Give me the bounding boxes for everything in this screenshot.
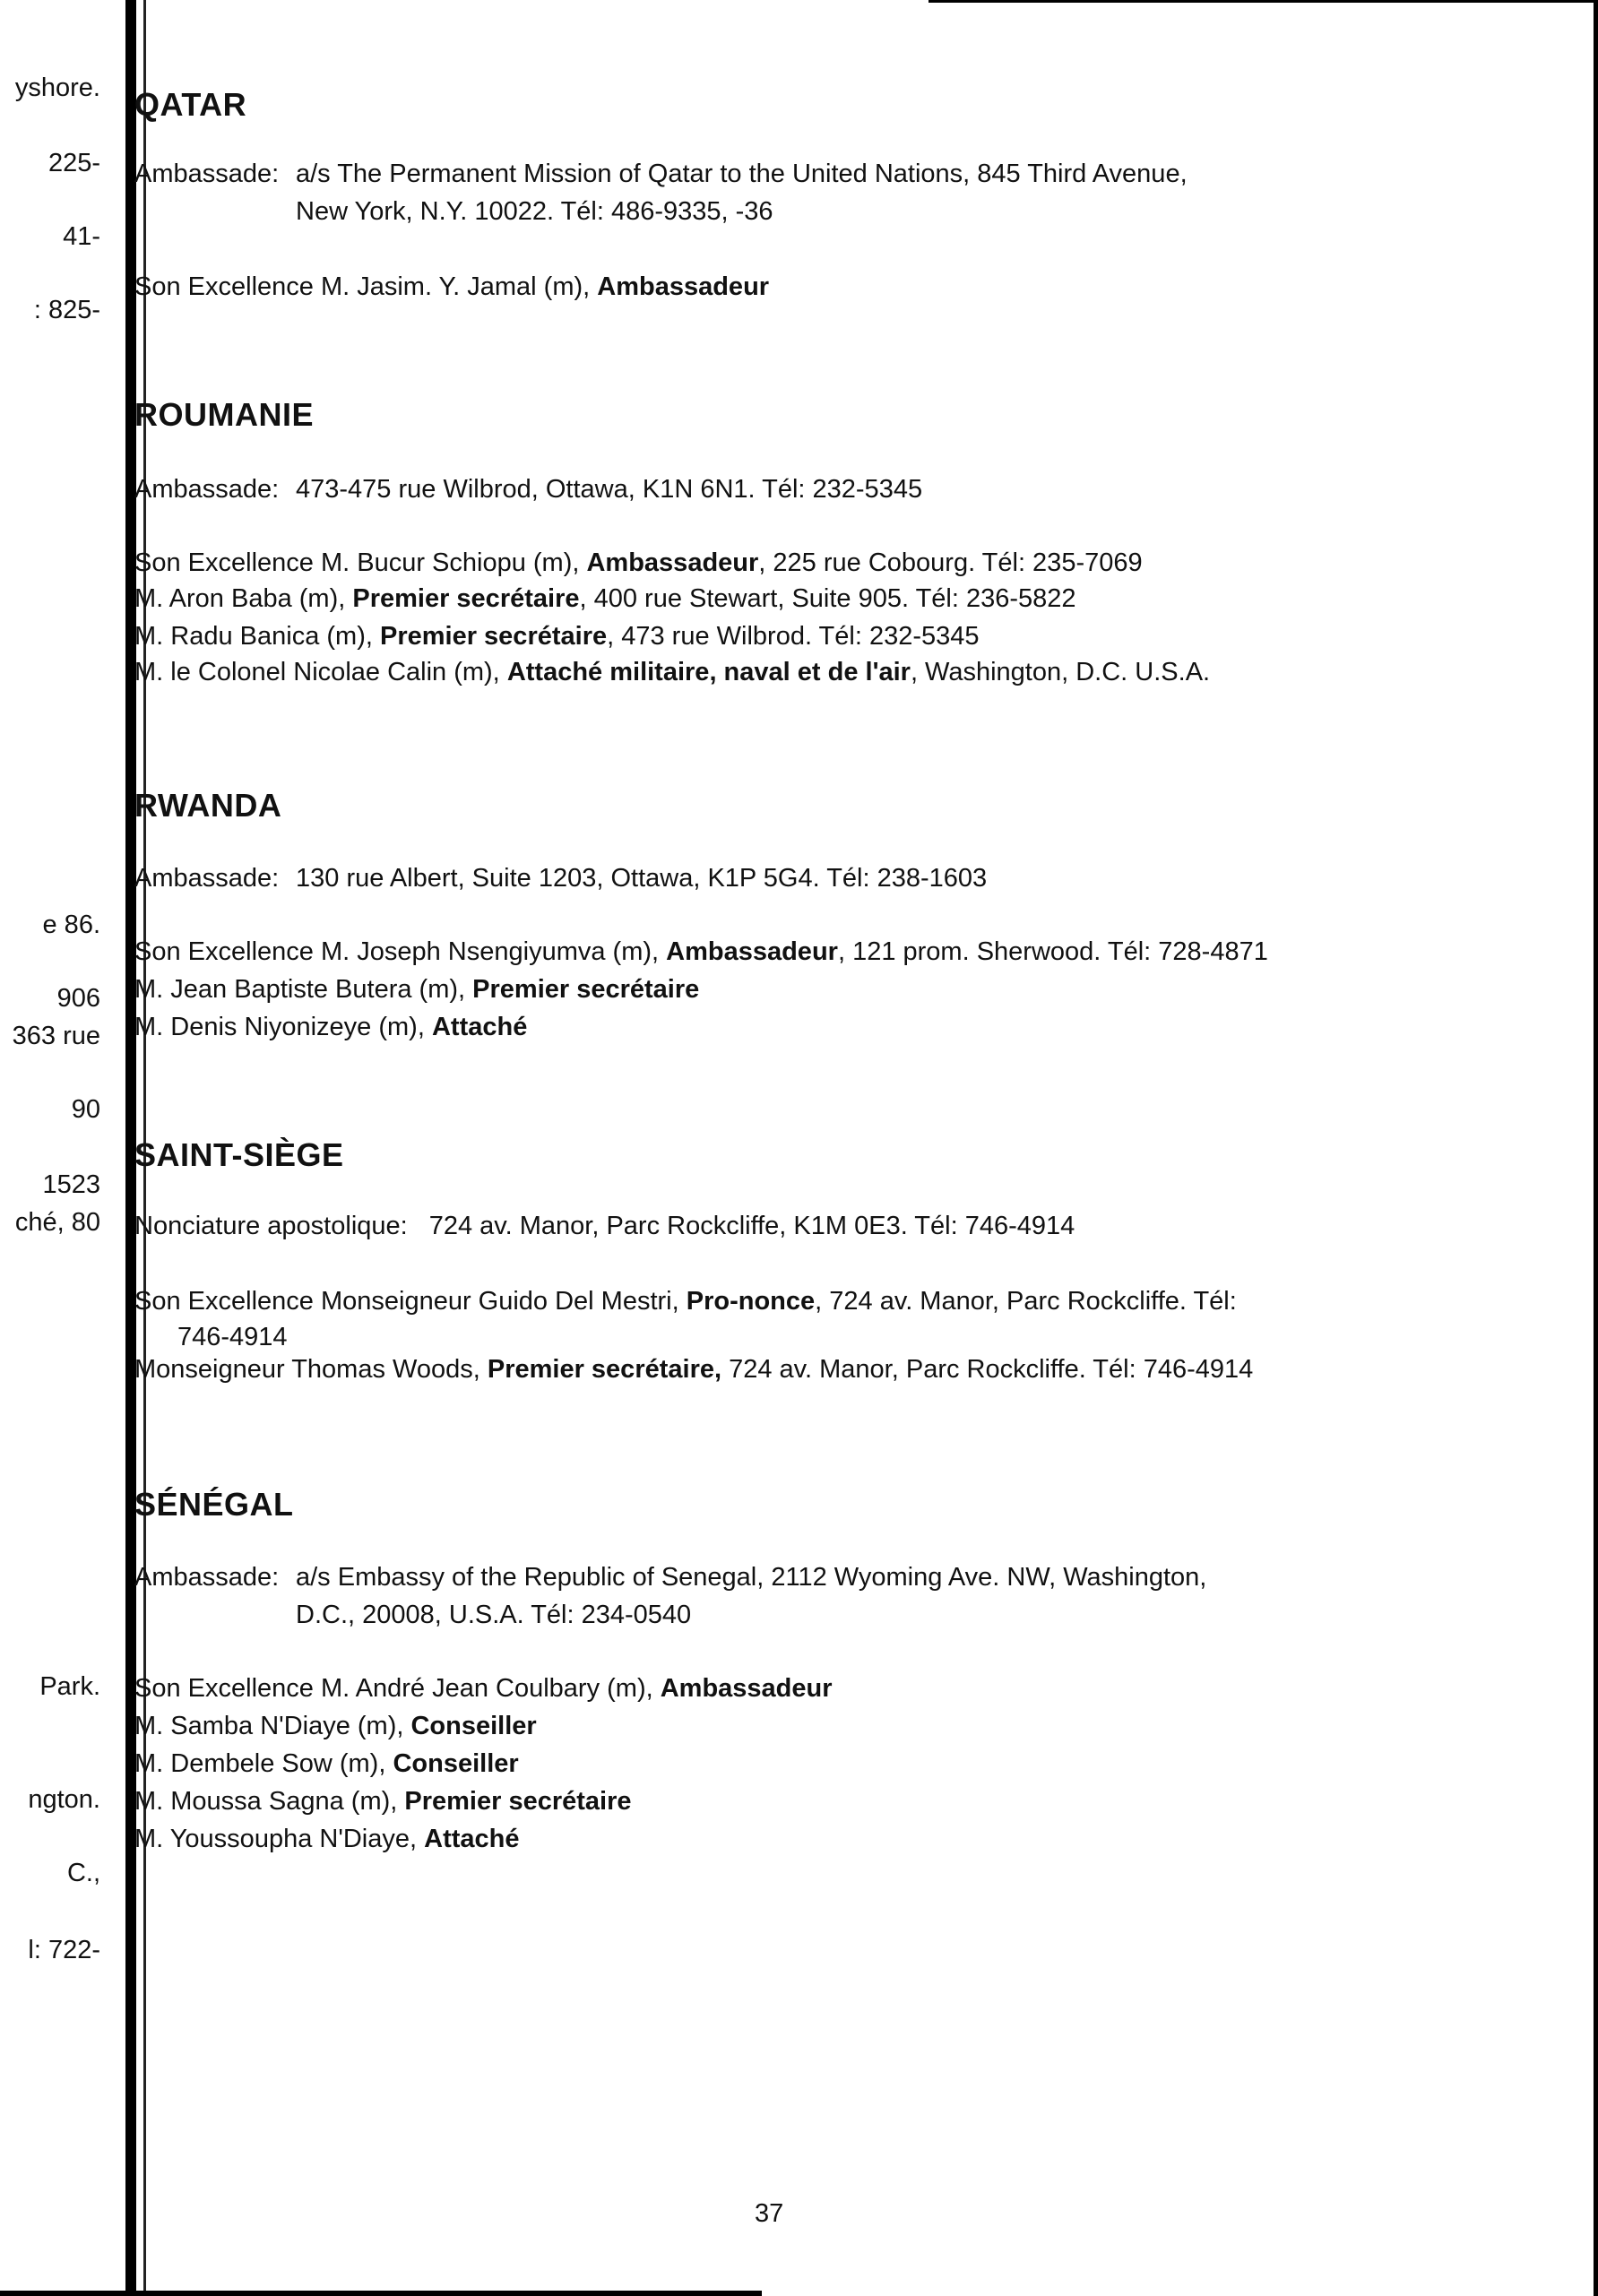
address-label: Nonciature apostolique: bbox=[134, 1212, 408, 1240]
staff-entry bbox=[134, 1287, 1237, 1316]
bottom-scan-edge bbox=[0, 2291, 762, 2296]
fragment-text: Park. bbox=[39, 1672, 100, 1701]
staff-title: Attaché bbox=[424, 1825, 520, 1853]
staff-entry bbox=[134, 658, 1210, 687]
staff-title: Premier secrétaire, bbox=[487, 1355, 722, 1384]
staff-title: Ambassadeur bbox=[666, 937, 838, 966]
fragment-text: 906 bbox=[56, 984, 100, 1013]
staff-entry bbox=[134, 1787, 632, 1817]
staff-entry-continuation: 746-4914 bbox=[177, 1323, 288, 1351]
staff-details: , 225 rue Cobourg. Tél: 235-7069 bbox=[758, 548, 1143, 577]
staff-name: M. Aron Baba (m), bbox=[134, 584, 353, 613]
fragment-text: : 825- bbox=[33, 296, 100, 324]
fragment-text: 225- bbox=[48, 149, 100, 177]
staff-title: Premier secrétaire bbox=[472, 975, 700, 1004]
address-line: a/s The Permanent Mission of Qatar to the United Nations, 845 Third Avenue, bbox=[296, 160, 1188, 188]
staff-title: Premier secrétaire bbox=[404, 1787, 632, 1816]
staff-title: Conseiller bbox=[393, 1749, 519, 1778]
fragment-text: 90 bbox=[71, 1095, 100, 1124]
staff-name: M. Dembele Sow (m), bbox=[134, 1749, 393, 1778]
staff-entry bbox=[134, 1013, 527, 1042]
staff-details: , 473 rue Wilbrod. Tél: 232-5345 bbox=[607, 622, 980, 651]
section-heading-senegal: SÉNÉGAL bbox=[134, 1486, 294, 1523]
staff-entry bbox=[134, 584, 1076, 614]
staff-name: Monseigneur Thomas Woods, bbox=[134, 1355, 488, 1384]
fragment-text: l: 722- bbox=[28, 1936, 100, 1964]
address-line-2: New York, N.Y. 10022. Tél: 486-9335, -36 bbox=[296, 197, 773, 226]
staff-details: , Washington, D.C. U.S.A. bbox=[910, 658, 1211, 686]
staff-name: M. Samba N'Diaye (m), bbox=[134, 1712, 411, 1740]
staff-title: Ambassadeur bbox=[586, 548, 759, 577]
staff-details: , 121 prom. Sherwood. Tél: 728-4871 bbox=[837, 937, 1268, 966]
staff-name: Son Excellence M. Bucur Schiopu (m), bbox=[134, 548, 587, 577]
staff-name: M. Jean Baptiste Butera (m), bbox=[134, 975, 473, 1004]
section-heading-qatar: QATAR bbox=[134, 86, 247, 123]
staff-name: M. Youssoupha N'Diaye, bbox=[134, 1825, 425, 1853]
adjacent-page-fragment bbox=[0, 0, 125, 2296]
staff-title: Pro-nonce bbox=[686, 1287, 816, 1316]
staff-title: Premier secrétaire bbox=[352, 584, 580, 613]
saint-siege-nunciature-address bbox=[134, 1212, 1075, 1241]
address-line: 724 av. Manor, Parc Rockcliffe, K1M 0E3. Tél: 746-4914 bbox=[428, 1212, 1075, 1240]
fragment-text: ché, 80 bbox=[14, 1208, 100, 1237]
address-line-2: D.C., 20008, U.S.A. Tél: 234-0540 bbox=[296, 1601, 692, 1629]
section-heading-saint-siege: SAINT-SIÈGE bbox=[134, 1136, 344, 1173]
fragment-text: yshore. bbox=[14, 73, 100, 102]
staff-entry bbox=[134, 1674, 833, 1704]
staff-entry bbox=[134, 272, 769, 302]
section-heading-rwanda: RWANDA bbox=[134, 787, 282, 824]
fragment-text: 1523 bbox=[42, 1170, 100, 1199]
staff-name: M. Moussa Sagna (m), bbox=[134, 1787, 405, 1816]
staff-entry bbox=[134, 622, 980, 652]
address-label: Ambassade: bbox=[134, 864, 280, 893]
staff-title: Conseiller bbox=[410, 1712, 537, 1740]
fragment-text: 41- bbox=[63, 222, 100, 251]
staff-details: 724 av. Manor, Parc Rockcliffe. Tél: 746-4914 bbox=[721, 1355, 1254, 1384]
address-line: a/s Embassy of the Republic of Senegal, 2112 Wyoming Ave. NW, Washington, bbox=[296, 1563, 1207, 1592]
staff-title: Attaché militaire, naval et de l'air bbox=[506, 658, 911, 686]
address-label: Ambassade: bbox=[134, 160, 280, 188]
fragment-text: 363 rue bbox=[12, 1022, 100, 1050]
staff-title: Ambassadeur bbox=[660, 1674, 833, 1703]
page-number: 37 bbox=[755, 2199, 784, 2228]
staff-entry bbox=[134, 1825, 519, 1854]
staff-details: , 724 av. Manor, Parc Rockcliffe. Tél: bbox=[815, 1287, 1237, 1316]
staff-name: Son Excellence M. Joseph Nsengiyumva (m), bbox=[134, 937, 667, 966]
staff-title: Premier secrétaire bbox=[379, 622, 608, 651]
staff-name: Son Excellence M. Jasim. Y. Jamal (m), bbox=[134, 272, 598, 301]
address-label: Ambassade: bbox=[134, 1563, 280, 1592]
top-scan-edge bbox=[929, 0, 1598, 3]
fragment-text: e 86. bbox=[42, 911, 100, 939]
right-scan-edge bbox=[1594, 0, 1598, 2296]
senegal-embassy-address bbox=[134, 1563, 1206, 1593]
staff-title: Attaché bbox=[431, 1013, 528, 1041]
staff-name: Son Excellence Monseigneur Guido Del Mestri, bbox=[134, 1287, 687, 1316]
staff-entry bbox=[134, 1712, 537, 1741]
staff-title: Ambassadeur bbox=[597, 272, 770, 301]
staff-entry bbox=[134, 937, 1268, 967]
staff-name: M. le Colonel Nicolae Calin (m), bbox=[134, 658, 507, 686]
section-heading-roumanie: ROUMANIE bbox=[134, 396, 314, 433]
rwanda-embassy-address bbox=[134, 864, 987, 893]
staff-details: , 400 rue Stewart, Suite 905. Tél: 236-5822 bbox=[579, 584, 1076, 613]
staff-entry bbox=[134, 1355, 1253, 1385]
staff-entry bbox=[134, 548, 1143, 578]
staff-name: Son Excellence M. André Jean Coulbary (m), bbox=[134, 1674, 661, 1703]
staff-entry bbox=[134, 975, 699, 1005]
qatar-embassy-address bbox=[134, 160, 1188, 189]
fragment-text: ngton. bbox=[28, 1785, 100, 1814]
staff-entry bbox=[134, 1749, 519, 1779]
fragment-text: C., bbox=[66, 1859, 100, 1887]
address-line: 130 rue Albert, Suite 1203, Ottawa, K1P 5G4. Tél: 238-1603 bbox=[296, 864, 988, 893]
staff-name: M. Radu Banica (m), bbox=[134, 622, 380, 651]
roumanie-embassy-address bbox=[134, 475, 922, 505]
address-label: Ambassade: bbox=[134, 475, 280, 504]
address-line: 473-475 rue Wilbrod, Ottawa, K1N 6N1. Tél: 232-5345 bbox=[296, 475, 923, 504]
staff-name: M. Denis Niyonizeye (m), bbox=[134, 1013, 432, 1041]
